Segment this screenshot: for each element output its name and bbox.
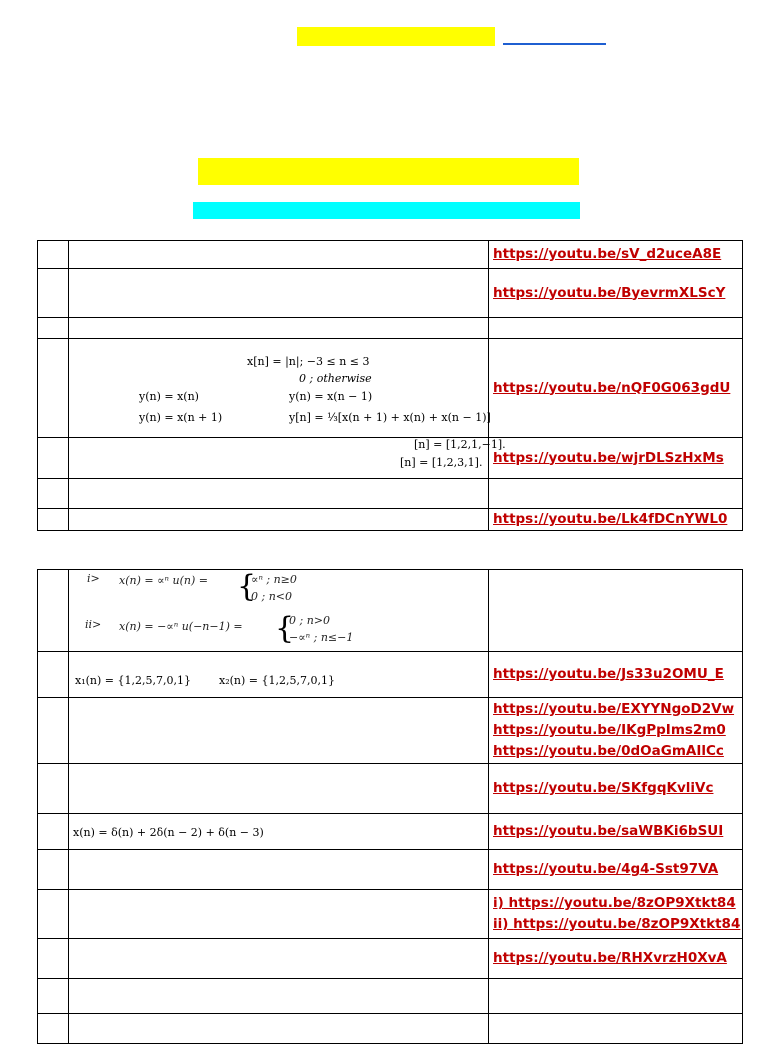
brace: { xyxy=(275,611,295,646)
link-prefix: ii) xyxy=(493,916,509,932)
math-line: 0 ; otherwise xyxy=(299,372,372,385)
table-row xyxy=(38,318,743,339)
table-row xyxy=(38,850,743,890)
table-row xyxy=(38,652,743,698)
handwritten-case: −∝ⁿ ; n≤−1 xyxy=(289,631,354,644)
title-highlight-yellow xyxy=(198,158,579,185)
table-row xyxy=(38,479,743,509)
math-line: [n] = [1,2,3,1]. xyxy=(400,456,483,469)
header-highlight-yellow xyxy=(297,27,495,46)
table-row xyxy=(38,764,743,814)
table-row xyxy=(38,509,743,531)
handwritten-case: 0 ; n>0 xyxy=(289,614,330,627)
math-line: y[n] = ⅓[x(n + 1) + x(n) + x(n − 1)] xyxy=(289,411,491,424)
handwritten-case: ∝ⁿ ; n≥0 xyxy=(251,573,297,586)
video-link[interactable]: https://youtu.be/Js33u2OMU_E xyxy=(493,666,724,682)
video-link[interactable]: https://youtu.be/ByevrmXLScY xyxy=(493,284,726,301)
math-line: y(n) = x(n − 1) xyxy=(289,390,373,403)
table-row xyxy=(38,570,743,652)
table-row xyxy=(38,241,743,269)
table-row xyxy=(38,339,743,438)
math-line: x(n) = δ(n) + 2δ(n − 2) + δ(n − 3) xyxy=(73,826,264,839)
handwritten-label: i> xyxy=(87,572,100,585)
math-line: [n] = [1,2,1,−1]. xyxy=(414,438,506,451)
table-row xyxy=(38,438,743,479)
question-table-2 xyxy=(37,569,743,1044)
table-row xyxy=(38,939,743,979)
math-line: y(n) = x(n + 1) xyxy=(139,411,223,424)
table-row xyxy=(38,979,743,1014)
link-prefix: i) xyxy=(493,895,504,911)
video-link[interactable]: https://youtu.be/EXYYNgoD2Vw xyxy=(493,701,735,717)
video-link[interactable]: https://youtu.be/nQF0G063gdU xyxy=(493,379,731,396)
video-link[interactable]: https://youtu.be/wjrDLSzHxMs xyxy=(493,449,724,466)
video-link[interactable]: https://youtu.be/saWBKi6bSUI xyxy=(493,823,724,839)
video-link[interactable]: https://youtu.be/8zOP9Xtkt84 xyxy=(513,916,741,932)
link-line xyxy=(493,914,742,935)
link-line xyxy=(493,893,742,914)
video-link[interactable]: https://youtu.be/SKfgqKvliVc xyxy=(493,780,714,796)
table-row xyxy=(38,890,743,939)
handwritten-expr: x(n) = −∝ⁿ u(−n−1) = xyxy=(119,620,243,633)
brace: { xyxy=(237,569,257,604)
question-table-1 xyxy=(37,240,743,531)
video-link[interactable]: https://youtu.be/RHXvrzH0XvA xyxy=(493,950,727,966)
subtitle-highlight-cyan xyxy=(193,202,580,219)
video-link[interactable]: https://youtu.be/8zOP9Xtkt84 xyxy=(508,895,736,911)
handwritten-expr: x(n) = ∝ⁿ u(n) = xyxy=(119,574,208,587)
math-line: x₁(n) = {1,2,5,7,0,1} xyxy=(75,674,191,687)
video-link[interactable]: https://youtu.be/IKgPpIms2m0 xyxy=(493,722,726,738)
math-line: x[n] = |n|; −3 ≤ n ≤ 3 xyxy=(247,355,370,368)
header-underline-blue xyxy=(503,43,606,45)
video-link[interactable]: https://youtu.be/Lk4fDCnYWL0 xyxy=(493,511,728,527)
handwritten-label: ii> xyxy=(85,618,102,631)
table-row xyxy=(38,698,743,764)
table-row xyxy=(38,269,743,318)
table-row xyxy=(38,814,743,850)
math-line: y(n) = x(n) xyxy=(139,390,199,403)
handwritten-case: 0 ; n<0 xyxy=(251,590,292,603)
video-link[interactable]: https://youtu.be/4g4-Sst97VA xyxy=(493,861,719,877)
video-link[interactable]: https://youtu.be/0dOaGmAIlCc xyxy=(493,743,724,759)
math-line: x₂(n) = {1,2,5,7,0,1} xyxy=(219,674,335,687)
video-link[interactable]: https://youtu.be/sV_d2uceA8E xyxy=(493,246,722,262)
table-row xyxy=(38,1014,743,1044)
